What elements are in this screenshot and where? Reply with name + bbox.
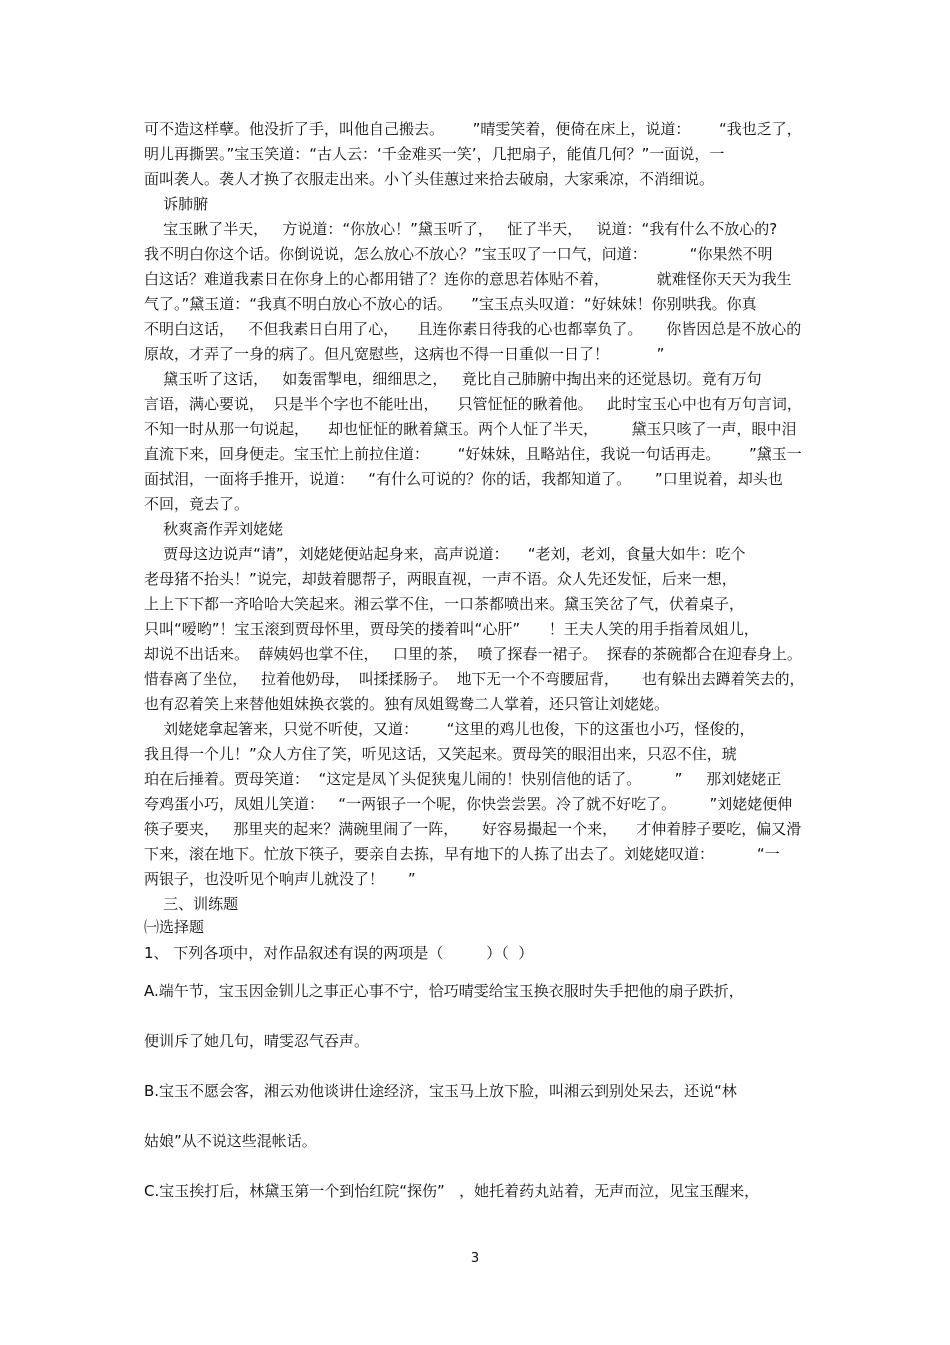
question-stem: 1、 下列各项中，对作品叙述有误的两项是（ ）（ ） [144, 944, 534, 962]
option-text: A.端午节，宝玉因金钏儿之事正心事不宁，恰巧晴雯给宝玉换衣服时失手把他的扇子跌折， [144, 982, 744, 1000]
option-text: C.宝玉挨打后，林黛玉第一个到怡红院“探伤” ，她托着药丸站着，无声而泣，见宝玉醒来， [144, 1182, 760, 1200]
text-line: 两银子，也没听见个响声儿就没了！ ” [144, 870, 416, 888]
text-line: 宝玉瞅了半天， 方说道：“你放心！”黛玉听了， 怔了半天， 说道：“我有什么不放心的? [144, 220, 778, 238]
option-text: 便训斥了她几句，晴雯忍气吞声。 [144, 1032, 370, 1050]
text-line: 可不造这样孽。他没折了手，叫他自己搬去。 ”晴雯笑着，便倚在床上，说道： “我也乏了， [144, 120, 802, 138]
text-line: 不回，竟去了。 [144, 495, 250, 513]
text-line: 惜春离了坐位， 拉着他奶母， 叫揉揉肠子。 地下无一个不弯腰屈背， 也有躲出去蹲着笑去的， [144, 670, 805, 688]
option-text: 姑娘”从不说这些混帐话。 [144, 1132, 317, 1150]
text-line: 只叫“嗳哟”！宝玉滚到贾母怀里，贾母笑的搂着叫“心肝” ！王夫人笑的用手指着凤姐儿， [144, 620, 759, 638]
text-line: 老母猪不抬头！”说完，却鼓着腮帮子，两眼直视，一声不语。众人先还发怔，后来一想， [144, 570, 737, 588]
text-line: 直流下来，回身便走。宝玉忙上前拉住道： “好妹妹，且略站住，我说一句话再走。 ”黛玉一 [144, 445, 802, 463]
text-line: 黛玉听了这话， 如轰雷掣电，细细思之， 竟比自己肺腑中掏出来的还觉恳切。竟有万句 [144, 370, 762, 388]
subsection-heading: ㈠选择题 [144, 918, 205, 936]
text-line: 我不明白你这个话。你倒说说，怎么放心不放心？”宝玉叹了一口气，问道： “你果然不明 [144, 245, 773, 263]
text-line: 我且得一个儿！”众人方住了笑，听见这话，又笑起来。贾母笑的眼泪出来，只忍不住，琥 [144, 745, 737, 763]
text-line: 面拭泪，一面将手推开，说道： “有什么可说的？你的话，我都知道了。 ”口里说着，却头也 [144, 470, 783, 488]
text-line: 下来，滚在地下。忙放下筷子，要亲自去拣，早有地下的人拣了出去了。刘姥姥叹道： “一 [144, 845, 780, 863]
text-line: 明儿再撕罢。”宝玉笑道：“古人云：‘千金难买一笑’，几把扇子，能值几何？”一面说，一 [144, 145, 725, 163]
text-line: 夸鸡蛋小巧，凤姐儿笑道： “一两银子一个呢，你快尝尝罢。冷了就不好吃了。 ”刘姥姥便伸 [144, 795, 793, 813]
text-line: 筷子要夹， 那里夹的起来？满碗里闹了一阵， 好容易撮起一个来， 才伸着脖子要吃，偏又滑 [144, 820, 802, 838]
text-line: 贾母这边说声“请”，刘姥姥便站起身来，高声说道： “老刘，老刘，食量大如牛：吃个 [144, 545, 746, 563]
text-line: 却说不出话来。 薛姨妈也掌不住， 口里的茶， 喷了探春一裙子。 探春的茶碗都合在迎春身上。 [144, 645, 802, 663]
text-line: 上上下下都一齐哈哈大笑起来。湘云掌不住，一口茶都喷出来。黛玉笑岔了气，伏着桌子， [144, 595, 745, 613]
text-line: 面叫袭人。袭人才换了衣服走出来。小丫头佳蕙过来拾去破扇，大家乘凉，不消细说。 [144, 170, 715, 188]
section-heading: 诉肺腑 [144, 195, 209, 213]
text-line: 珀在后捶着。贾母笑道： “这定是凤丫头促狭鬼儿闹的！快别信他的话了。 ” 那刘姥姥正 [144, 770, 782, 788]
text-line: 也有忍着笑上来替他姐妹换衣裳的。独有凤姐鸳鸯二人掌着，还只管让刘姥姥。 [144, 695, 670, 713]
page-number: 3 [470, 1251, 480, 1266]
text-line: 原故，才弄了一身的病了。但凡宽慰些，这病也不得一日重似一日了！ ” [144, 345, 665, 363]
text-line: 言语，满心要说， 只是半个字也不能吐出， 只管怔怔的瞅着他。 此时宝玉心中也有万句言词， [144, 395, 802, 413]
text-line: 白这话？难道我素日在你身上的心都用错了？连你的意思若体贴不着， 就难怪你天天为我生 [144, 270, 792, 288]
text-line: 刘姥姥拿起箸来，只觉不听使，又道： “这里的鸡儿也俊，下的这蛋也小巧，怪俊的， [144, 720, 755, 738]
section-heading: 秋爽斋作弄刘姥姥 [144, 520, 284, 538]
section-heading: 三、训练题 [144, 895, 239, 913]
text-line: 气了。”黛玉道：“我真不明白放心不放心的话。 ”宝玉点头叹道：“好妹妹！你别哄我。你真 [144, 295, 757, 313]
option-text: B.宝玉不愿会客，湘云劝他谈讲仕途经济，宝玉马上放下脸，叫湘云到别处呆去，还说“林 [144, 1082, 737, 1100]
text-line: 不知一时从那一句说起， 却也怔怔的瞅着黛玉。两个人怔了半天， 黛玉只咳了一声，眼中泪 [144, 420, 797, 438]
text-line: 不明白这话， 不但我素日白用了心， 且连你素日待我的心也都辜负了。 你皆因总是不放心的 [144, 320, 802, 338]
